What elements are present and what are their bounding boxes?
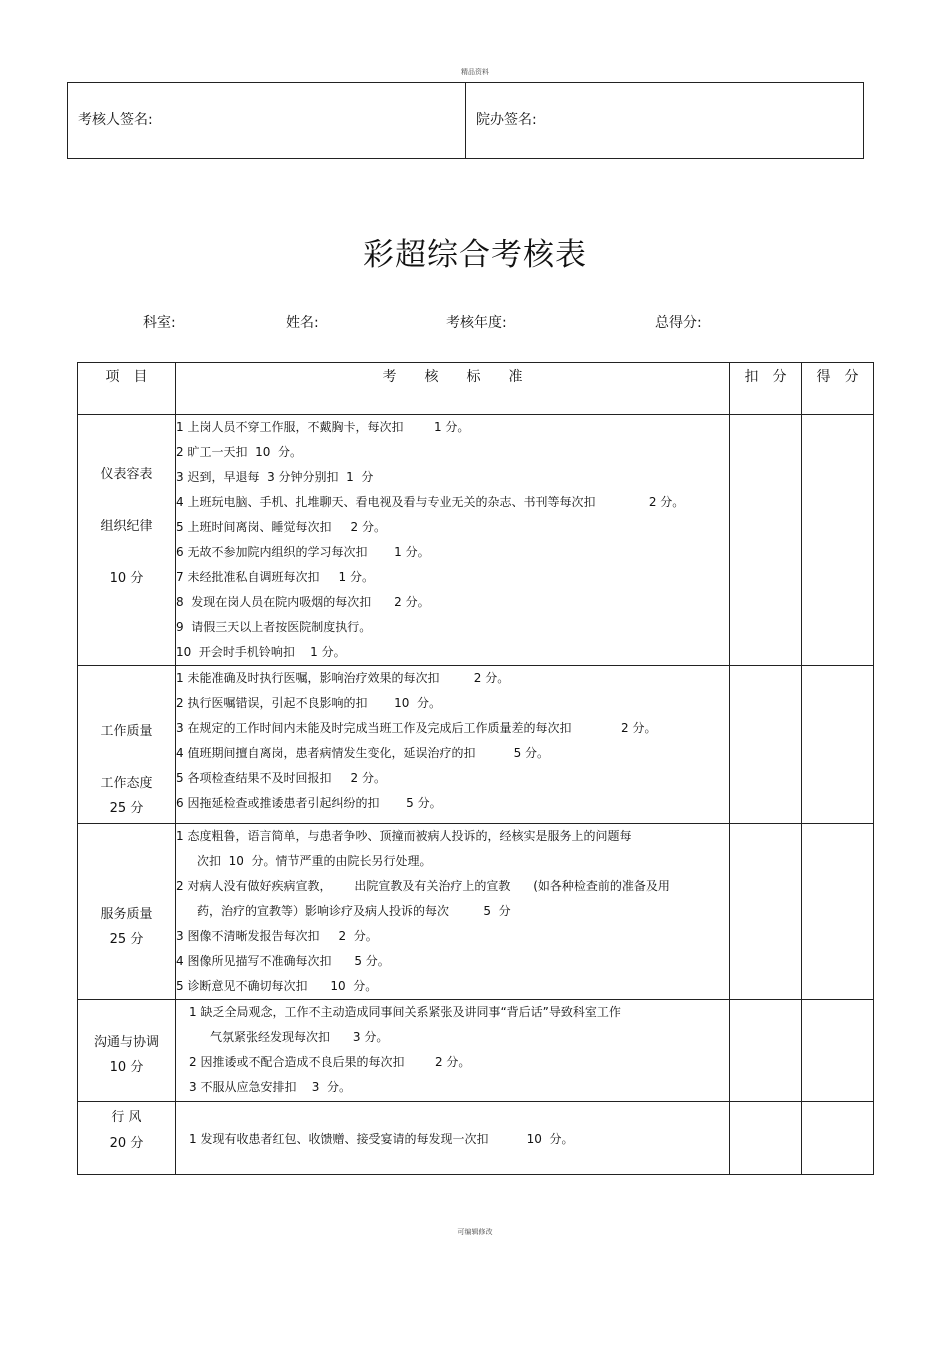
criteria-line: 4 值班期间擅自离岗，患者病情发生变化，延误治疗的扣 5 分。 [176, 746, 550, 760]
criteria-line: 2 执行医嘱错误，引起不良影响的扣 10 分。 [176, 696, 442, 710]
deduct-cell[interactable] [730, 1102, 802, 1175]
score-cell[interactable] [802, 415, 874, 666]
header-criteria: 考 核 标 准 [176, 363, 730, 415]
criteria-line: 1 未能准确及时执行医嘱，影响治疗效果的每次扣 2 分。 [176, 671, 510, 685]
table-row [78, 666, 874, 824]
row-criteria [176, 1000, 730, 1102]
criteria-line: 3 迟到，早退每 3 分钟分别扣 1 分 [176, 470, 374, 484]
deduct-cell[interactable] [730, 1000, 802, 1102]
criteria-line: 6 无故不参加院内组织的学习每次扣 1 分。 [176, 545, 430, 559]
score-cell[interactable] [802, 666, 874, 824]
criteria-line: 3 不服从应急安排扣 3 分。 [189, 1080, 351, 1094]
score-cell[interactable] [802, 1000, 874, 1102]
criteria-line: 2 对病人没有做好疾病宣教， 出院宣教及有关治疗上的宣教 (如各种检查前的准备及用 [176, 879, 670, 893]
criteria-line: 3 图像不清晰发报告每次扣 2 分。 [176, 929, 378, 943]
row-criteria [176, 415, 730, 666]
criteria-line: 气氛紧张经发现每次扣 3 分。 [210, 1030, 389, 1044]
assessment-table [77, 362, 874, 1175]
criteria-line: 1 上岗人员不穿工作服，不戴胸卡，每次扣 1 分。 [176, 420, 470, 434]
criteria-line: 2 旷工一天扣 10 分。 [176, 445, 302, 459]
row-criteria [176, 666, 730, 824]
row-item: 行 风 20 分 [78, 1102, 176, 1175]
table-row [78, 1000, 874, 1102]
footer-note: 可编辑修改 [457, 1228, 493, 1236]
criteria-line: 1 态度粗鲁，语言简单，与患者争吵、顶撞而被病人投诉的，经核实是服务上的问题每 [176, 829, 632, 843]
year-label: 考核年度: [446, 315, 507, 331]
header-score: 得 分 [802, 363, 874, 415]
header-deduct: 扣 分 [730, 363, 802, 415]
criteria-line: 5 各项检查结果不及时回报扣 2 分。 [176, 771, 386, 785]
deduct-cell[interactable] [730, 415, 802, 666]
criteria-line: 4 图像所见描写不准确每次扣 5 分。 [176, 954, 390, 968]
signature-table [67, 82, 864, 159]
criteria-line: 药，治疗的宣教等）影响诊疗及病人投诉的每次 5 分 [197, 904, 511, 918]
criteria-line: 7 未经批准私自调班每次扣 1 分。 [176, 570, 374, 584]
criteria-line: 8 发现在岗人员在院内吸烟的每次扣 2 分。 [176, 595, 430, 609]
page-title: 彩超综合考核表 [363, 237, 587, 273]
table-row [78, 824, 874, 1000]
criteria-line: 3 在规定的工作时间内未能及时完成当班工作及完成后工作质量差的每次扣 2 分。 [176, 721, 657, 735]
total-score-label: 总得分: [655, 315, 702, 331]
row-criteria [176, 1102, 730, 1175]
criteria-line: 1 发现有收患者红包、收馈赠、接受宴请的每发现一次扣 10 分。 [189, 1132, 574, 1146]
row-item: 仪表容表 组织纪律 10 分 [78, 415, 176, 666]
deduct-cell[interactable] [730, 824, 802, 1000]
criteria-line: 10 开会时手机铃响扣 1 分。 [176, 645, 346, 659]
table-row [78, 1102, 874, 1175]
row-item: 沟通与协调 10 分 [78, 1000, 176, 1102]
table-header-row [78, 363, 874, 415]
criteria-line: 9 请假三天以上者按医院制度执行。 [176, 620, 372, 634]
criteria-line: 2 因推诿或不配合造成不良后果的每次扣 2 分。 [189, 1055, 471, 1069]
criteria-line: 5 诊断意见不确切每次扣 10 分。 [176, 979, 378, 993]
row-criteria [176, 824, 730, 1000]
criteria-line: 4 上班玩电脑、手机、扎堆聊天、看电视及看与专业无关的杂志、书刊等每次扣 2 分。 [176, 495, 685, 509]
assessor-signature: 考核人签名: [78, 112, 153, 128]
score-cell[interactable] [802, 1102, 874, 1175]
table-row [78, 415, 874, 666]
row-item: 工作质量 工作态度 25 分 [78, 666, 176, 824]
dept-label: 科室: [143, 315, 176, 331]
header-item: 项 目 [78, 363, 176, 415]
office-signature: 院办签名: [465, 83, 863, 158]
criteria-line: 次扣 10 分。情节严重的由院长另行处理。 [197, 854, 432, 868]
criteria-line: 6 因拖延检查或推诿患者引起纠纷的扣 5 分。 [176, 796, 442, 810]
row-item: 服务质量 25 分 [78, 824, 176, 1000]
deduct-cell[interactable] [730, 666, 802, 824]
name-label: 姓名: [286, 315, 319, 331]
criteria-line: 1 缺乏全局观念，工作不主动造成同事间关系紧张及讲同事“背后话”导致科室工作 [189, 1005, 621, 1019]
score-cell[interactable] [802, 824, 874, 1000]
criteria-line: 5 上班时间离岗、睡觉每次扣 2 分。 [176, 520, 386, 534]
header-note: 精品资料 [461, 68, 489, 76]
